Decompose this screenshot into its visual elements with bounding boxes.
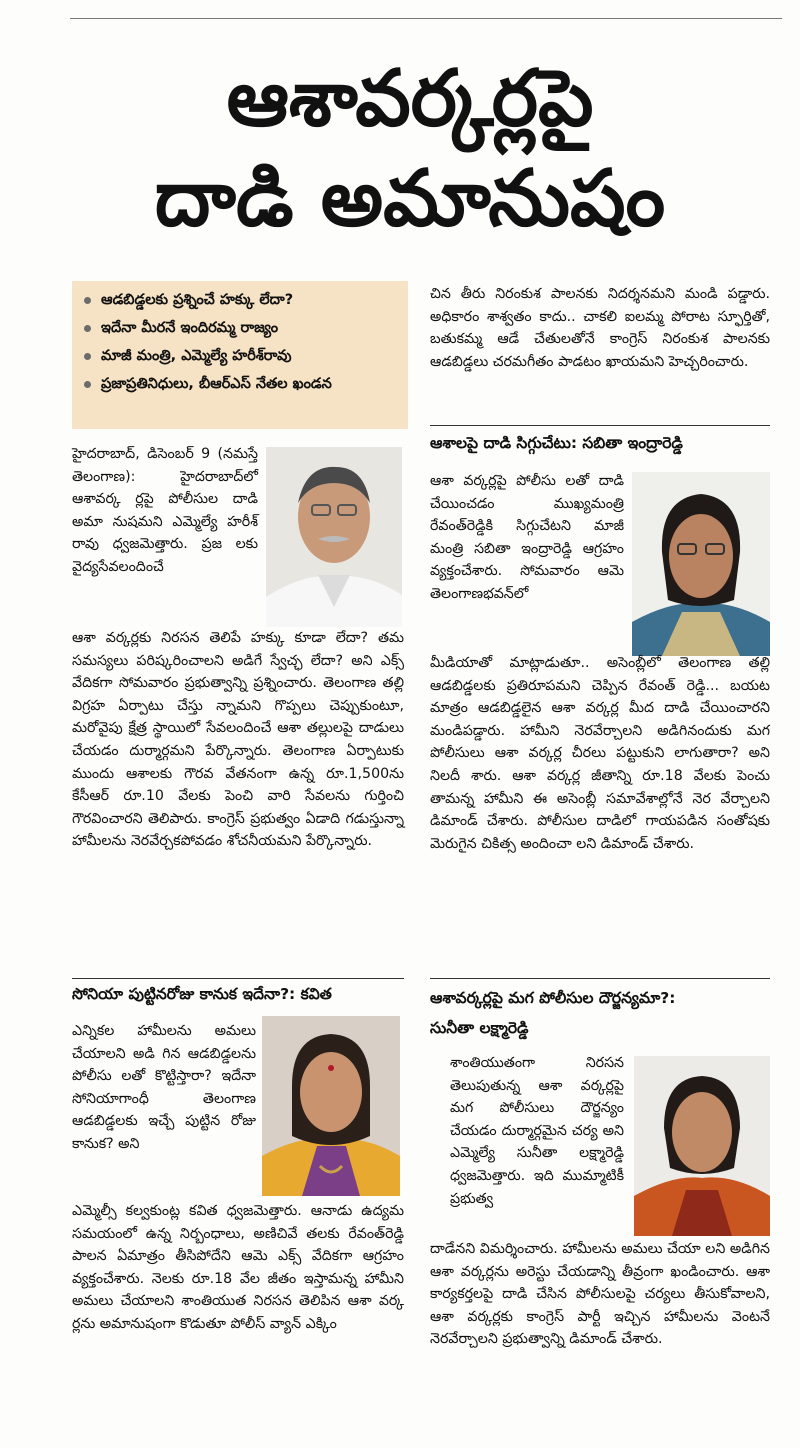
highlight-item: ఇదేనా మీరనే ఇందిరమ్మ రాజ్యం <box>84 319 402 338</box>
bullet-dot-icon <box>84 297 91 304</box>
highlight-item: ప్రజాప్రతినిధులు, బీఆర్‌ఎస్‌ నేతల ఖండన <box>84 375 402 394</box>
sabitha-article-intro: ఆశా వర్కర్లపై పోలీసు లతో దాడి చేయించడం ముఖ్యమంత్రి రేవంత్‌రెడ్డికి సిగ్గుచేటని మాజీ మంత్రి సబితా ఇంద్రారెడ్డి ఆగ్రహం వ్యక్తంచేశారు. సోమవారం ఆమె తెలంగాణభవన్‌లో <box>430 473 624 602</box>
harish-rao-photo <box>266 447 402 627</box>
section-divider <box>430 425 770 426</box>
kavitha-subheading: సోనియా పుట్టినరోజు కానుక ఇదేనా?: కవిత <box>72 985 332 1003</box>
bullet-dot-icon <box>84 381 91 388</box>
sunitha-article-body: దాడేనని విమర్శించారు. హామీలను అమలు చేయా లని అడిగిన ఆశా వర్కర్లను అరెస్టు చేయడాన్ని తీవ్రంగా ఖండించారు. ఆశా కార్యకర్తలపై దాడి చేసిన పోలీసులపై చర్యలు తీసుకోవాలని, ఆశా వర్కర్లకు కాంగ్రెస్‌ పార్టీ ఇచ్చిన హామీలను వెంటనే నెరవేర్చాలని ప్రభుత్వాన్ని డిమాండ్‌ చేశారు. <box>430 1241 770 1348</box>
highlight-item: ఆడబిడ్డలకు ప్రశ్నించే హక్కు లేదా? <box>84 291 402 310</box>
bullet-dot-icon <box>84 353 91 360</box>
kavitha-photo <box>262 1016 400 1196</box>
headline-line-1: ఆశావర్కర్లపై <box>226 54 594 144</box>
sunitha-laxma-reddy-photo <box>634 1056 770 1236</box>
highlight-item: మాజీ మంత్రి, ఎమ్మెల్యే హరీశ్‌రావు <box>84 347 402 366</box>
sunitha-article-intro: శాంతియుతంగా నిరసన తెలుపుతున్న ఆశా వర్కర్లపై మగ పోలీసులు దౌర్జన్యం చేయడం దుర్మార్గమైన చర్య అని ఎమ్మెల్యే సునీతా లక్ష్మారెడ్డి ధ్వజమెత్తారు. ఇది ముమ్మాటికీ ప్రభుత్వ <box>450 1055 624 1207</box>
harish-article-intro: హైదరాబాద్‌, డిసెంబర్‌ 9 (నమస్తే తెలంగాణ): హైదరాబాద్‌లో ఆశావర్క ర్లపై పోలీసుల దాడి అమా నుషమని ఎమ్మెల్యే హరీశ్‌ రావు ధ్వజమెత్తారు. ప్రజ లకు వైద్యసేవలందించే <box>72 446 258 575</box>
kavitha-article-body: ఎమ్మెల్సీ కల్వకుంట్ల కవిత ధ్వజమెత్తారు. ఆనాడు ఉద్యమ సమయంలో ఉన్న నిర్బంధాలు, అణిచివే తలకు రేవంత్‌రెడ్డి పాలన ఏమాత్రం తీసిపోదేని ఆమె ఎక్స్‌ వేదికగా ఆగ్రహం వ్యక్తంచేశారు. నెలకు రూ.18 వేల జీతం ఇస్తామన్న హామీని అమలు చేయాలని శాంతియుత నిరసన తెలిపిన ఆశా వర్క ర్లను అమానుషంగా కొడుతూ పోలీస్‌ వ్యాన్‌ ఎక్కిం <box>72 1203 404 1332</box>
bullet-dot-icon <box>84 325 91 332</box>
section-divider <box>430 978 770 979</box>
section-divider <box>72 978 404 979</box>
sabitha-article-body: మీడియాతో మాట్లాడుతూ.. అసెంబ్లీలో తెలంగాణ తల్లి ఆడబిడ్డలకు ప్రతిరూపమని చెప్పిన రేవంత్‌ రెడ్డి... బయట మాత్రం ఆడబిడ్డలైన ఆశా వర్కర్ల మీద దాడి చేయించారని మండిపడ్డారు. హామీని నెరవేర్చాలని అడిగినందుకు మగ పోలీసులు ఆశా వర్కర్ల చీరలు పట్టుకుని లాగుతారా? అని నిలదీ శారు. ఆశా వర్కర్ల జీతాన్ని రూ.18 వేలకు పెంచు తామన్న హామీని ఈ అసెంబ్లీ సమావేశాల్లోనే నెర వేర్చాలని డిమాండ్‌ చేశారు. పోలీసుల దాడిలో గాయపడిన సంతోషకు మెరుగైన చికిత్స అందించా లని డిమాండ్‌ చేశారు. <box>430 655 770 852</box>
kavitha-article-continuation: చిన తీరు నిరంకుశ పాలనకు నిదర్శనమని మండి పడ్డారు. అధికారం శాశ్వతం కాదు.. చాకలి ఐలమ్మ పోరాట స్ఫూర్తితో, బతుకమ్మ ఆడే చేతులతోనే కాంగ్రెస్‌ నిరంకుశ పాలనకు ఆడబిడ్డలు చరమగీతం పాడటం ఖాయమని హెచ్చరించారు. <box>430 286 770 370</box>
top-divider <box>70 18 782 19</box>
previous-article-text-fragment <box>60 0 780 6</box>
sunitha-subheading: ఆశావర్కర్లపై మగ పోలీసుల దౌర్జన్యమా?: సునీతా లక్ష్మారెడ్డి <box>430 989 676 1037</box>
highlights-box <box>72 281 408 429</box>
headline-line-2: దాడి అమానుషం <box>154 154 666 244</box>
harish-article-body: ఆశా వర్కర్లకు నిరసన తెలిపే హక్కు కూడా లేదా? తమ సమస్యలు పరిష్కరించాలని అడిగే స్వేచ్ఛ లేదా? అని ఎక్స్‌ వేదికగా సోమవారం ప్రభుత్వాన్ని ప్రశ్నించారు. తెలంగాణ తల్లి విగ్రహ ఏర్పాటు చేస్తు న్నామని గొప్పలు చెప్పుకుంటూ, మరోవైపు క్షేత్ర స్థాయిలో సేవలందించే ఆశా తల్లులపై దాడులు చేయడం దుర్మార్గమని పేర్కొన్నారు. తెలంగాణ ఏర్పాటుకు ముందు ఆశాలకు గౌరవ వేతనంగా ఉన్న రూ.1,500ను కేసీఆర్‌ రూ.10 వేలకు పెంచి వారి సేవలను గుర్తించి గౌరవించారని తెలిపారు. కాంగ్రెస్‌ ప్రభుత్వం ఏడాది గడుస్తున్నా హామీలను నెరవేర్చకపోవడం శోచనీయమని పేర్కొన్నారు. <box>72 630 404 850</box>
kavitha-article-intro: ఎన్నికల హామీలను అమలు చేయాలని అడి గిన ఆడబిడ్డలను పోలీసు లతో కొట్టిస్తారా? ఇదేనా సోనియాగాంధీ తెలంగాణ ఆడబిడ్డలకు ఇచ్చే పుట్టిన రోజు కానుక? అని <box>72 1023 256 1152</box>
sabitha-subheading: ఆశాలపై దాడి సిగ్గుచేటు: సబితా ఇంద్రారెడ్డి <box>430 434 683 452</box>
sabitha-indra-reddy-photo <box>632 472 770 656</box>
